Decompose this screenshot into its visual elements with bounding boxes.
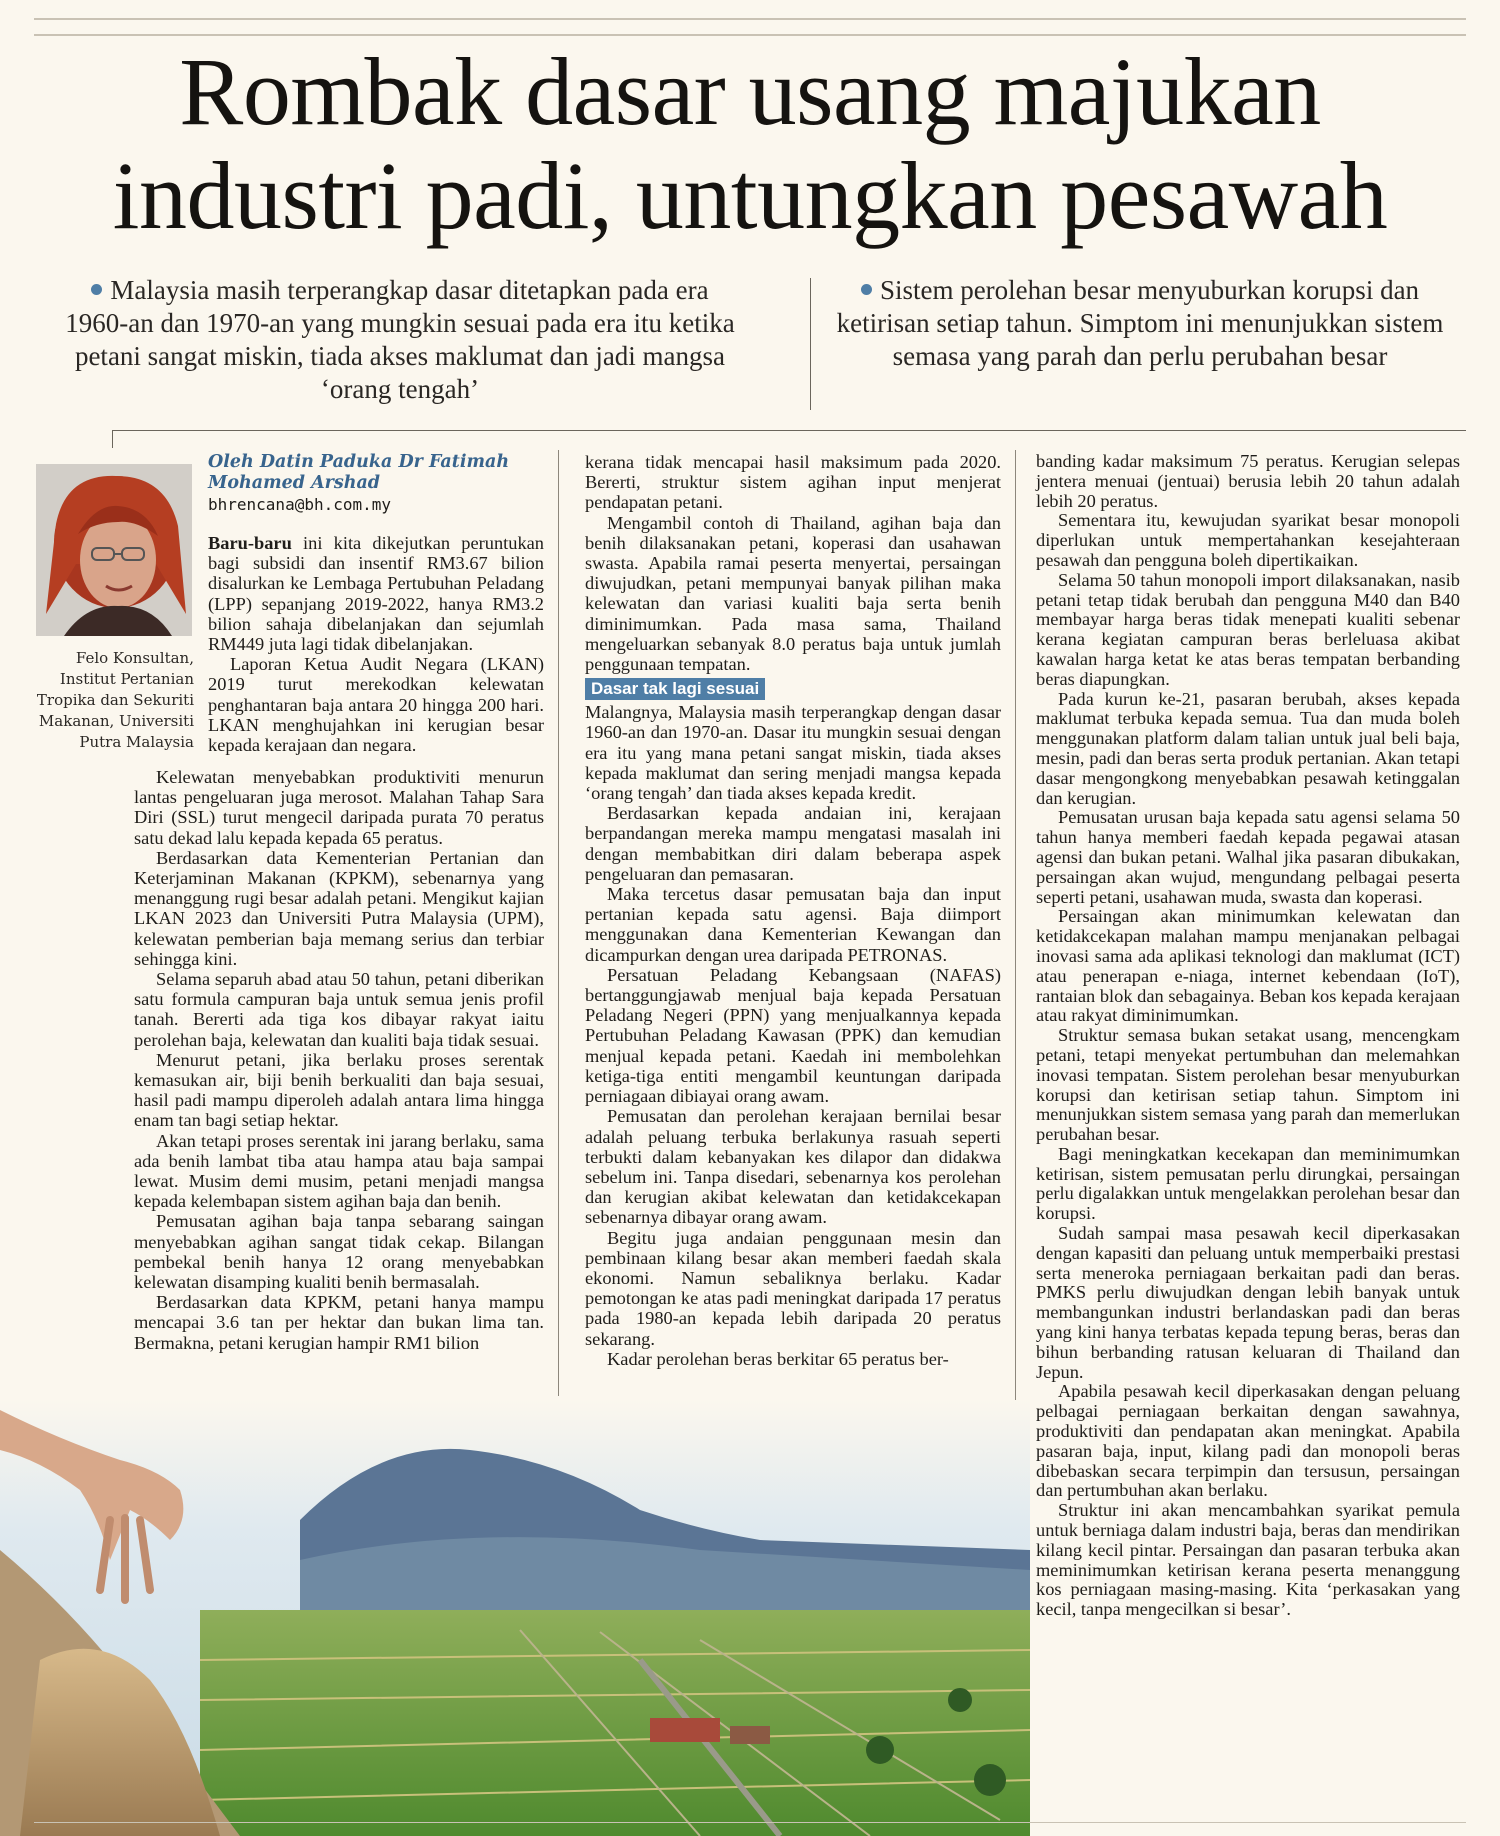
paragraph: banding kadar maksimum 75 peratus. Kerugian selepas jentera menuai (jentuai) berusia lebih 20 tahun adalah lebih 20 peratus.: [1036, 451, 1460, 511]
section-rule: [112, 430, 1466, 431]
paragraph: Malangnya, Malaysia masih terperangkap dengan dasar 1960-an dan 1970-an. Dasar itu mungkin sesuai dengan era itu yang mana petani sangat miskin, tiada akses kepada maklumat dan sering menjadi mangsa kepada ‘orang tengah’ dan tiada akses kepada kredit.: [585, 702, 1001, 804]
paragraph-text: ini kita dikejutkan peruntukan bagi subsidi dan insentif RM3.67 bilion disalurkan ke Lembaga Pertubuhan Peladang (LPP) sepanjang 2019-2022, hanya RM3.2 bilion sahaja dibelanjakan dan sejumlah RM449 juta lagi tidak dibelanjakan.: [208, 533, 544, 655]
paragraph: Apabila pesawah kecil diperkasakan dengan peluang pelbagai perniagaan berkaitan dengan sawahnya, produktiviti dan pendapatan akan meningkat. Apabila pasaran baja, input, kilang padi dan monopoli beras dibebaskan secara terpimpin dan tersusun, persaingan dan pertumbuhan akan berlaku.: [1036, 1381, 1460, 1501]
paragraph: Struktur semasa bukan setakat usang, mencengkam petani, tetapi menyekat pertumbuhan dan melemahkan inovasi tempatan. Sistem perolehan besar menyuburkan korupsi dan ketirisan setiap tahun. Simptom ini menunjukkan sistem semasa yang parah dan memerlukan perubahan besar.: [1036, 1025, 1460, 1145]
author-name-line-2: Mohamed Arshad: [208, 473, 381, 493]
author-name-line-1: Oleh Datin Paduka Dr Fatimah: [208, 452, 510, 472]
paragraph: kerana tidak mencapai hasil maksimum pada 2020. Bererti, struktur sistem agihan input menjerat pendapatan petani.: [585, 452, 1001, 513]
bottom-rule: [34, 1822, 1466, 1823]
article-column-3: [1036, 452, 1460, 1620]
paragraph: Pemusatan dan perolehan kerajaan bernilai besar adalah peluang terbuka berlakunya rasuah seperti terbukti dalam kebanyakan kes dilapor dan didakwa sebelum ini. Tanpa disedari, sebenarnya kos perolehan dan kerugian akibat kelewatan dan ketidakcekapan sebenarnya dibayar orang awam.: [585, 1106, 1001, 1228]
paragraph: Bagi meningkatkan kecekapan dan meminimumkan ketirisan, sistem pemusatan perlu dirungkai, persaingan perlu digalakkan untuk mengelakkan perolehan besar dan korupsi.: [1036, 1143, 1460, 1224]
paragraph: Pemusatan urusan baja kepada satu agensi selama 50 tahun hanya memberi faedah kepada pegawai atasan agensi dan bukan petani. Walhal jika pasaran dibukakan, persaingan akan wujud, mengundang pelbagai peserta seperti petani, usahawan muda, swasta dan koperasi.: [1036, 807, 1460, 907]
deck-right-text: Sistem perolehan besar menyuburkan korupsi dan ketirisan setiap tahun. Simptom ini menunjukkan sistem semasa yang parah dan perlu perubahan besar: [836, 275, 1444, 371]
paragraph: Persaingan akan minimumkan kelewatan dan ketidakcekapan malahan mampu menjanakan pelbagai inovasi sama ada aplikasi teknologi dan maklumat (ICT) atau penerapan e-niaga, internet kebendaan (IoT), rantaian blok dan sebagainya. Beban kos kepada kerajaan atau rakyat diminimumkan.: [1036, 906, 1460, 1026]
paragraph: Selama 50 tahun monopoli import dilaksanakan, nasib petani tetap tidak berubah dan pengguna M40 dan B40 membayar harga beras tidak menepati kualiti sebenar kerana kegiatan campuran beras berleluasa akibat kawalan harga ketat ke atas beras tempatan berbanding beras diapungkan.: [1036, 569, 1460, 689]
paragraph: Akan tetapi proses serentak ini jarang berlaku, sama ada benih lambat tiba atau hampa atau baja sampai lewat. Musim demi musim, petani menjadi mangsa kepada kelembapan sistem agihan baja dan benih.: [134, 1130, 544, 1212]
paragraph: Kelewatan menyebabkan produktiviti menurun lantas pengeluaran juga merosot. Malahan Tahap Sara Diri (SSL) turut mengecil daripada purata 70 peratus satu dekad lalu kepada kepada 65 peratus.: [134, 767, 544, 848]
paragraph: Berdasarkan data KPKM, petani hanya mampu mencapai 3.6 tan per hektar dan bukan lima tan. Bermakna, petani kerugian hampir RM1 bilion: [134, 1292, 544, 1353]
paddy-field-photo: [0, 1400, 1030, 1836]
deck-left: [60, 274, 740, 414]
subheading: Dasar tak lagi sesuai: [585, 678, 765, 700]
lead-word: Baru-baru: [208, 533, 292, 553]
column-rule-1: [558, 450, 559, 1396]
bullet-icon: [91, 284, 102, 295]
article-column-2: [585, 452, 1001, 1369]
byline: [208, 452, 558, 515]
headline-line-1: Rombak dasar usang majukan: [179, 38, 1321, 145]
article-column-1-lower: [134, 767, 544, 1353]
headline-line-2: industri padi, untungkan pesawah: [112, 142, 1388, 249]
paragraph: Persatuan Peladang Kebangsaan (NAFAS) bertanggungjawab menjual baja kepada Persatuan Peladang Negeri (PPN) yang menjualkannya kepada Pertubuhan Peladang Kawasan (PPK) dan kemudian menjual kepada petani. Kaedah ini membolehkan ketiga-tiga entiti mengambil keuntungan daripada perniagaan dibiayai orang awam.: [585, 964, 1001, 1107]
author-photo: [36, 464, 192, 636]
section-rule-tick: [112, 430, 113, 448]
paragraph: Berdasarkan kepada andaian ini, kerajaan berpandangan mereka mampu mengatasi masalah ini dengan membabitkan diri dalam beberapa aspek pengeluaran dan pemasaran.: [585, 803, 1001, 884]
author-caption: Felo Konsultan, Institut Pertanian Tropika dan Sekuriti Makanan, Universiti Putra Malaysia: [36, 649, 194, 751]
deck-left-text: Malaysia masih terperangkap dasar ditetapkan pada era 1960-an dan 1970-an yang mungkin sesuai pada era itu ketika petani sangat miskin, tiada akses maklumat dan jadi mangsa ‘orang tengah’: [65, 275, 735, 404]
paragraph: Sementara itu, kewujudan syarikat besar monopoli diperlukan untuk mempertahankan kesejahteraan pesawah dan pengguna boleh dipertikaikan.: [1036, 510, 1460, 570]
top-rule: [34, 18, 1466, 36]
paragraph: Menurut petani, jika berlaku proses serentak kemasukan air, biji benih berkualiti dan baja sesuai, hasil padi mampu diperoleh adalah antara lima hingga enam tan bagi setiap hektar.: [134, 1049, 544, 1131]
paragraph: Maka tercetus dasar pemusatan baja dan input pertanian kepada satu agensi. Baja diimport menggunakan dana Kementerian Kewangan dan dicampurkan dengan urea daripada PETRONAS.: [585, 884, 1001, 965]
paragraph: Laporan Ketua Audit Negara (LKAN) 2019 turut merekodkan kelewatan penghantaran baja antara 20 hingga 200 hari. LKAN menghujahkan ini kerugian besar kepada kerajaan dan negara.: [208, 654, 544, 756]
paragraph: Pada kurun ke-21, pasaran berubah, akses kepada maklumat terbuka kepada semua. Tua dan muda boleh menggunakan platform dalam talian untuk jual beli baja, mesin, padi dan beras serta produk pertanian. Akan tetapi dasar mengongkong menyebabkan pesawah ketinggalan dan kerugian.: [1036, 688, 1460, 808]
paddy-field-image: [0, 1400, 1030, 1836]
paragraph: Selama separuh abad atau 50 tahun, petani diberikan satu formula campuran baja untuk semua jenis profil tanah. Bererti ada tiga kos dibayar rakyat iaitu perolehan baja, kelewatan dan kualiti baja tidak sesuai.: [134, 969, 544, 1050]
paragraph: Kadar perolehan beras berkitar 65 peratus ber-: [607, 1348, 949, 1369]
paragraph: Sudah sampai masa pesawah kecil diperkasakan dengan kapasiti dan peluang untuk memperbaiki prestasi serta meneroka perniagaan berkaitan padi dan beras. PMKS perlu diwujudkan dengan lebih banyak untuk membangunkan industri berlandaskan padi dan beras yang kini hanya terbatas kepada tepung beras, beras dan bihun berbanding ratusan keluaran di Thailand dan Jepun.: [1036, 1223, 1460, 1382]
paragraph: Struktur ini akan mencambahkan syarikat pemula untuk berniaga dalam industri baja, beras dan mendirikan kilang kecil pintar. Persaingan dan pasaran terbuka akan meminimumkan ketirisan kerana peserta menanggung kos perniagaan masing-masing. Kita ‘perkasakan yang kecil, tanpa mengecilkan si besar’.: [1036, 1500, 1460, 1620]
paragraph: Mengambil contoh di Thailand, agihan baja dan benih dilaksanakan petani, koperasi dan usahawan swasta. Apabila ramai peserta menyertai, persaingan diwujudkan, petani mempunyai banyak pilihan maka kelewatan dan variasi kualiti baja serta benih diminimumkan. Pada masa sama, Thailand mengeluarkan sebanyak 8.0 peratus baja untuk jumlah penggunaan tempatan.: [585, 512, 1001, 675]
deck-divider: [810, 278, 811, 410]
author-portrait-image: [36, 464, 192, 636]
headline: [34, 40, 1466, 248]
bullet-icon: [861, 284, 872, 295]
deck-right: [830, 274, 1450, 414]
article-column-1: [208, 533, 544, 755]
paragraph: Begitu juga andaian penggunaan mesin dan pembinaan kilang besar akan memberi faedah skala ekonomi. Namun sebaliknya berlaku. Kadar pemotongan ke atas padi meningkat daripada 17 peratus pada 1980-an kepada lebih daripada 20 peratus sekarang.: [585, 1227, 1001, 1349]
paragraph: Pemusatan agihan baja tanpa sebarang saingan menyebabkan agihan sangat tidak cekap. Bilangan pembekal benih hanya 12 orang menyebabkan kelewatan disamping kualiti benih bermasalah.: [134, 1211, 544, 1293]
paragraph: Berdasarkan data Kementerian Pertanian dan Keterjaminan Makanan (KPKM), sebenarnya yang menanggung rugi besar adalah petani. Mengikut kajian LKAN 2023 dan Universiti Putra Malaysia (UPM), kelewatan pemberian baja memang serius dan terbiar sehingga kini.: [134, 847, 544, 969]
paragraph: [208, 533, 544, 654]
author-email[interactable]: bhrencana@bh.com.my: [208, 495, 392, 514]
